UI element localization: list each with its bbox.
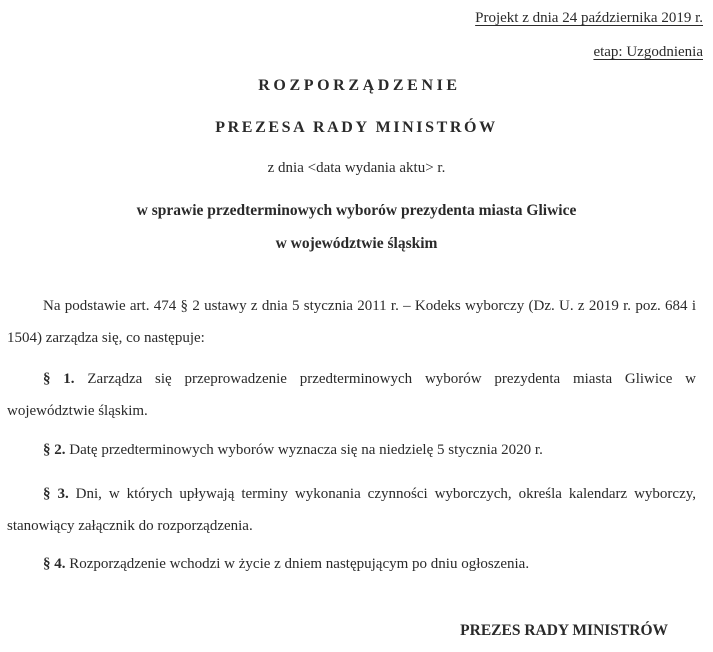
section-4 <box>7 548 696 580</box>
project-date-line: Projekt z dnia 24 października 2019 r. <box>475 10 703 26</box>
section-4-mark: § 4. <box>43 556 66 572</box>
section-2-text: Datę przedterminowych wyborów wyznacza się na niedzielę 5 stycznia 2020 r. <box>69 442 543 458</box>
section-3-text: Dni, w których upływają terminy wykonania czynności wyborczych, określa kalendarz wyborczy, stanowiący załącznik do rozporządzenia. <box>7 486 697 534</box>
section-3 <box>7 478 696 542</box>
section-3-mark: § 3. <box>43 486 69 502</box>
section-1-mark: § 1. <box>43 371 75 387</box>
subject-line-2: w województwie śląskim <box>275 235 438 252</box>
legal-basis-paragraph: Na podstawie art. 474 § 2 ustawy z dnia 5 stycznia 2011 r. – Kodeks wyborczy (Dz. U. z 2019 r. poz. 684 i 1504) zarządza się, co następuje: <box>7 298 696 346</box>
section-1-text: Zarządza się przeprowadzenie przedterminowych wyborów prezydenta miasta Gliwice w województwie śląskim. <box>7 371 696 419</box>
subject-line-1: w sprawie przedterminowych wyborów prezydenta miasta Gliwice <box>136 202 577 219</box>
act-date-line: z dnia <data wydania aktu> r. <box>267 160 446 176</box>
issuer-title: PREZESA RADY MINISTRÓW <box>215 119 498 136</box>
section-2 <box>7 434 696 466</box>
document-title: ROZPORZĄDZENIE <box>258 77 461 94</box>
section-1 <box>7 363 696 427</box>
section-4-text: Rozporządzenie wchodzi w życie z dniem następującym po dniu ogłoszenia. <box>69 556 530 572</box>
stage-line: etap: Uzgodnienia <box>593 44 703 60</box>
signature-block: PREZES RADY MINISTRÓW <box>460 622 668 639</box>
section-2-mark: § 2. <box>43 442 66 458</box>
